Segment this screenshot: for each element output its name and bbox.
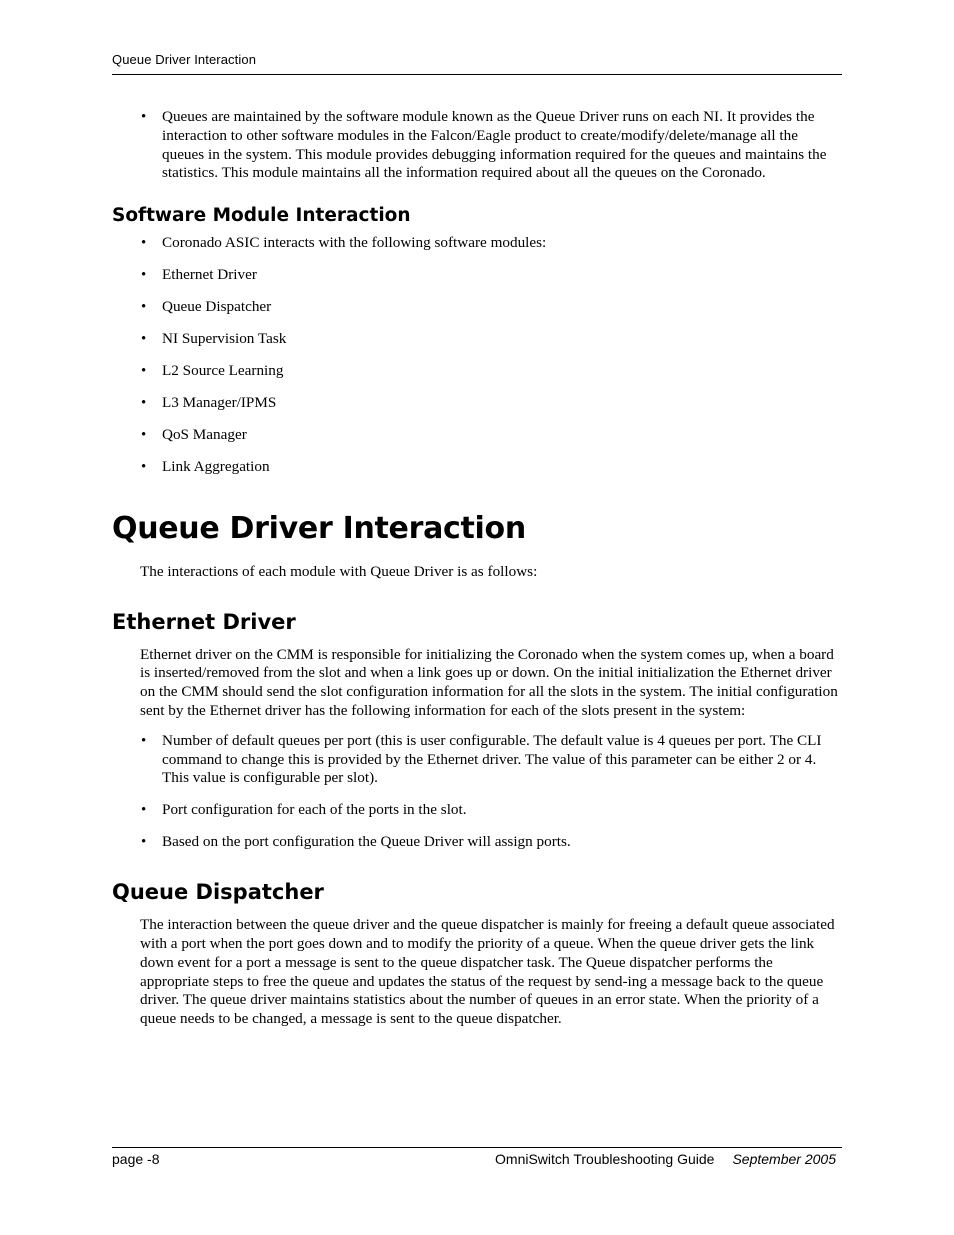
list-item-text: Ethernet Driver bbox=[162, 266, 257, 284]
header-rule bbox=[112, 74, 842, 75]
intro-list bbox=[112, 108, 842, 183]
list-item bbox=[112, 833, 842, 852]
list-item bbox=[112, 458, 842, 477]
list-item bbox=[112, 426, 842, 445]
bullet-icon: • bbox=[141, 267, 147, 284]
list-item bbox=[112, 330, 842, 349]
list-item-text: L2 Source Learning bbox=[162, 362, 284, 380]
list-item-text: Port configuration for each of the ports in the slot. bbox=[162, 801, 467, 819]
list-item bbox=[112, 234, 842, 253]
list-item bbox=[112, 266, 842, 285]
footer-rule bbox=[112, 1147, 842, 1148]
ethernet-driver-list bbox=[112, 732, 842, 852]
list-item bbox=[112, 801, 842, 820]
bullet-icon: • bbox=[141, 834, 147, 851]
page-title: Queue Driver Interaction bbox=[112, 510, 526, 546]
list-item bbox=[112, 108, 842, 183]
page-content bbox=[112, 108, 842, 1029]
list-item bbox=[112, 298, 842, 317]
list-item-text: Link Aggregation bbox=[162, 458, 270, 476]
list-item bbox=[112, 394, 842, 413]
section-heading-queue-dispatcher: Queue Dispatcher bbox=[112, 880, 324, 905]
list-item-text: Number of default queues per port (this is user configurable. The default value is 4 queues per port. The CLI command to change this is provided by the Ethernet driver. The value of this parameter can be either 2 or 4. This value is configurable per slot). bbox=[162, 731, 822, 787]
list-item bbox=[112, 732, 842, 788]
running-header: Queue Driver Interaction bbox=[112, 52, 257, 67]
guide-title: OmniSwitch Troubleshooting Guide bbox=[495, 1151, 715, 1167]
list-item-text: L3 Manager/IPMS bbox=[162, 394, 277, 412]
bullet-icon: • bbox=[141, 109, 147, 125]
queue-dispatcher-paragraph: The interaction between the queue driver and the queue dispatcher is mainly for freeing a default queue associated with a port when the port goes down and to modify the priority of a queue. When the queue driver gets the link down event for a port a message is sent to the queue dispatcher task. The Queue dispatcher performs the appropriate steps to free the queue and updates the status of the request by send-ing a message back to the queue driver. The queue driver maintains statistics about the number of queues in an error state. When the priority of a queue needs to be changed, a message is sent to the queue dispatcher. bbox=[140, 916, 835, 1028]
list-item-text: QoS Manager bbox=[162, 426, 247, 444]
bullet-icon: • bbox=[141, 459, 147, 476]
bullet-icon: • bbox=[141, 802, 147, 819]
bullet-icon: • bbox=[141, 299, 147, 316]
section-heading-software-module: Software Module Interaction bbox=[112, 205, 411, 227]
footer-guide-info bbox=[495, 1151, 836, 1167]
page-number: page -8 bbox=[112, 1151, 160, 1167]
bullet-icon: • bbox=[141, 331, 147, 348]
bullet-icon: • bbox=[141, 363, 147, 380]
list-item-text: Based on the port configuration the Queue Driver will assign ports. bbox=[162, 833, 571, 851]
list-item-text: Queues are maintained by the software module known as the Queue Driver runs on each NI. It provides the interaction to other software modules in the Falcon/Eagle product to create/modify/delete/manage all the queues in the system. This module provides debugging information required for the queues and maintains the statistics. This module maintains all the information required about all the queues on the Coronado. bbox=[162, 108, 827, 182]
bullet-icon: • bbox=[141, 427, 147, 444]
list-item bbox=[112, 362, 842, 381]
bullet-icon: • bbox=[141, 732, 147, 749]
list-item-text: Queue Dispatcher bbox=[162, 298, 272, 316]
ethernet-driver-paragraph: Ethernet driver on the CMM is responsible for initializing the Coronado when the system comes up, when a board is inserted/removed from the slot and when a link goes up or down. On the initial initialization the Ethernet driver on the CMM should send the slot configuration information for all the slots in the system. The initial configuration sent by the Ethernet driver has the following information for each of the slots present in the system: bbox=[140, 645, 838, 720]
section-heading-ethernet-driver: Ethernet Driver bbox=[112, 609, 296, 634]
publication-date: September 2005 bbox=[732, 1151, 836, 1167]
list-item-text: Coronado ASIC interacts with the following software modules: bbox=[162, 234, 547, 252]
bullet-icon: • bbox=[141, 395, 147, 412]
bullet-icon: • bbox=[141, 235, 147, 252]
queue-driver-intro: The interactions of each module with Queue Driver is as follows: bbox=[140, 562, 538, 580]
list-item-text: NI Supervision Task bbox=[162, 330, 287, 348]
software-module-list bbox=[112, 234, 842, 477]
